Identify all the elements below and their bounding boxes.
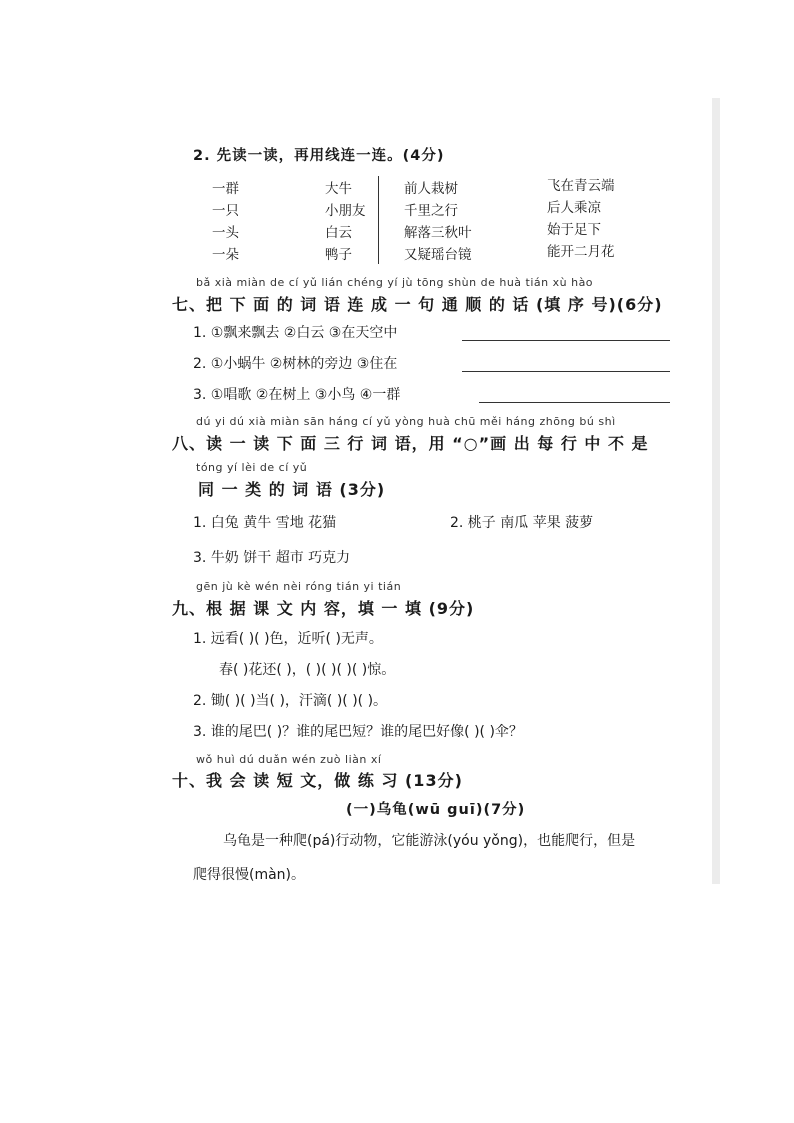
- match-item[interactable]: 一群: [212, 181, 239, 197]
- match-item[interactable]: 白云: [325, 225, 352, 241]
- section7-pinyin: bǎ xià miàn de cí yǔ lián chéng yí jù tōng shùn de huà tián xù hào: [196, 276, 594, 289]
- section9-title: 九、根 据 课 文 内 容，填 一 填 (9分): [172, 599, 475, 618]
- match-item[interactable]: 始于足下: [547, 222, 601, 238]
- passage-line-1: 乌龟是一种爬(pá)行动物，它能游泳(yóu yǒng)，也能爬行，但是: [223, 833, 636, 849]
- section7-title: 七、把 下 面 的 词 语 连 成 一 句 通 顺 的 话 (填 序 号)(6分): [172, 295, 663, 314]
- match-item[interactable]: 小朋友: [325, 203, 366, 219]
- section7-item-3: 3. ①唱歌 ②在树上 ③小鸟 ④一群: [193, 387, 401, 403]
- section7-item-1: 1. ①飘来飘去 ②白云 ③在天空中: [193, 325, 398, 341]
- match-item[interactable]: 解落三秋叶: [404, 225, 472, 241]
- answer-line-3[interactable]: [479, 402, 670, 403]
- q2-column-measure-words: [212, 178, 239, 266]
- match-item[interactable]: 后人乘凉: [547, 200, 601, 216]
- match-item[interactable]: 前人栽树: [404, 181, 458, 197]
- section8-row-1[interactable]: 1. 白兔 黄牛 雪地 花猫: [193, 515, 337, 531]
- passage-line-2: 爬得很慢(màn)。: [193, 867, 306, 883]
- column-divider: [378, 176, 379, 264]
- match-item[interactable]: 千里之行: [404, 203, 458, 219]
- q2-column-nouns: [325, 178, 366, 266]
- match-item[interactable]: 大牛: [325, 181, 352, 197]
- section8-pinyin-2: tóng yí lèi de cí yǔ: [196, 461, 308, 474]
- section8-title-1: 八、读 一 读 下 面 三 行 词 语，用 “○”画 出 每 行 中 不 是: [172, 434, 649, 453]
- section8-row-3[interactable]: 3. 牛奶 饼干 超市 巧克力: [193, 550, 351, 566]
- fill-line-4[interactable]: 3. 谁的尾巴( )？谁的尾巴短？谁的尾巴好像( )( )伞？: [193, 724, 523, 740]
- answer-line-1[interactable]: [462, 340, 670, 341]
- q2-column-phrase-end: [547, 175, 615, 263]
- q2-column-phrase-start: [404, 178, 472, 266]
- section7-item-2: 2. ①小蜗牛 ②树林的旁边 ③住在: [193, 356, 398, 372]
- match-item[interactable]: 一只: [212, 203, 239, 219]
- section9-pinyin: gēn jù kè wén nèi róng tián yi tián: [196, 580, 402, 593]
- q2-title: 2. 先读一读，再用线连一连。(4分): [193, 148, 445, 164]
- answer-line-2[interactable]: [462, 371, 670, 372]
- match-item[interactable]: 鸭子: [325, 247, 352, 263]
- section10-pinyin: wǒ huì dú duǎn wén zuò liàn xí: [196, 753, 382, 766]
- passage-subtitle: (一)乌龟(wū guī)(7分): [346, 802, 526, 818]
- fill-line-1[interactable]: 1. 远看( )( )色，近听( )无声。: [193, 631, 383, 647]
- fill-line-3[interactable]: 2. 锄( )( )当( )，汗滴( )( )( )。: [193, 693, 388, 709]
- match-item[interactable]: 一朵: [212, 247, 239, 263]
- section8-pinyin-1: dú yi dú xià miàn sān háng cí yǔ yòng huà chū měi háng zhōng bú shì: [196, 415, 616, 428]
- match-item[interactable]: 能开二月花: [547, 244, 615, 260]
- section8-row-2[interactable]: 2. 桃子 南瓜 苹果 菠萝: [450, 515, 594, 531]
- section8-title-2: 同 一 类 的 词 语 (3分): [198, 480, 386, 499]
- section10-title: 十、我 会 读 短 文，做 练 习 (13分): [172, 771, 463, 790]
- match-item[interactable]: 又疑瑶台镜: [404, 247, 472, 263]
- fill-line-2[interactable]: 春( )花还( )，( )( )( )( )惊。: [219, 662, 396, 678]
- match-item[interactable]: 飞在青云端: [547, 178, 615, 194]
- match-item[interactable]: 一头: [212, 225, 239, 241]
- page-edge-shadow: [712, 98, 720, 884]
